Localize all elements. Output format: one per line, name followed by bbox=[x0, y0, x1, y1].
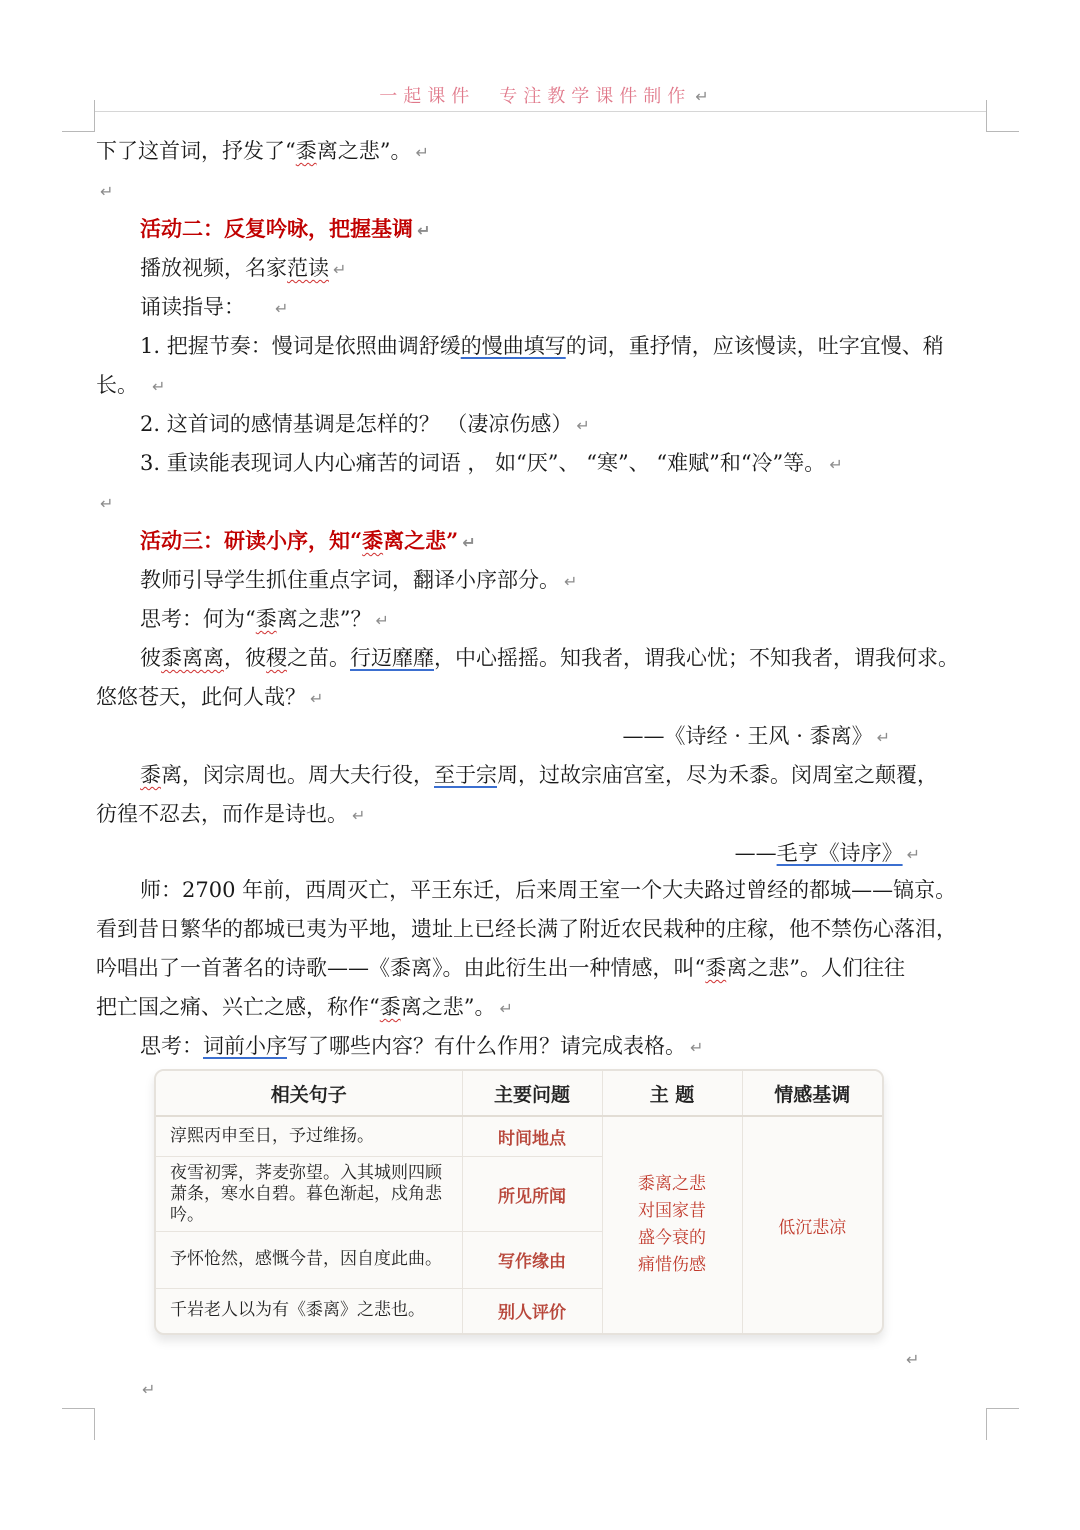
table-header-cell: 主 题 bbox=[602, 1071, 742, 1116]
crop-mark-bottom-left-v bbox=[94, 1408, 95, 1440]
crop-mark-bottom-right-v bbox=[986, 1408, 987, 1440]
think-1-line: 思考：何为“黍离之悲”？ ↵ bbox=[140, 607, 389, 631]
empty-line: ↵ bbox=[100, 182, 114, 201]
crop-mark-bottom-left-h bbox=[62, 1408, 95, 1409]
para-line-1: 下了这首词，抒发了“黍离之悲”。 ↵ bbox=[96, 139, 429, 163]
teacher-para-line-1: 师：2700 年前，西周灭亡，平王东迁，后来周王室一个大夫路过曾经的都城——镐京。 bbox=[140, 878, 957, 902]
theme-text: 黍离之悲对国家昔盛今衰的痛惜伤感 bbox=[638, 1174, 706, 1275]
empty-line: ↵ bbox=[100, 494, 114, 513]
preface-analysis-table bbox=[154, 1069, 884, 1335]
table-header-row bbox=[156, 1071, 882, 1116]
sentence-cell: 夜雪初霁，荠麦弥望。入其城则四顾萧条，寒水自碧。暮色渐起，戍角悲吟。 bbox=[156, 1157, 462, 1232]
think-2-line: 思考：词前小序写了哪些内容？有什么作用？请完成表格。 ↵ bbox=[140, 1034, 704, 1058]
point-1-line-2: 长。 ↵ bbox=[96, 373, 166, 397]
reading-guide-label: 诵读指导： ↵ bbox=[140, 295, 289, 319]
table-row bbox=[156, 1116, 882, 1157]
teacher-para-line-4: 把亡国之痛、兴亡之感，称作“黍离之悲”。 ↵ bbox=[96, 995, 513, 1019]
poem-line-1: 彼黍离离，彼稷之苗。行迈靡靡，中心摇摇。知我者，谓我心忧；不知我者，谓我何求。 bbox=[140, 646, 959, 670]
header-rule bbox=[95, 111, 986, 112]
issue-cell: 所见所闻 bbox=[462, 1157, 602, 1232]
point-1-line-1: 1. 把握节奏：慢词是依照曲调舒缓的慢曲填写的词，重抒情，应该慢读，吐字宜慢、稍 bbox=[140, 334, 944, 358]
issue-cell: 写作缘由 bbox=[462, 1232, 602, 1289]
sentence-cell: 千岩老人以为有《黍离》之悲也。 bbox=[156, 1288, 462, 1333]
crop-mark-bottom-right-h bbox=[986, 1408, 1019, 1409]
empty-line: ↵ bbox=[906, 1350, 920, 1369]
point-3-line: 3. 重读能表现词人内心痛苦的词语 ， 如“厌”、 “寒”、 “难赋”和“冷”等。 ↵ bbox=[140, 451, 843, 475]
issue-cell: 别人评价 bbox=[462, 1288, 602, 1333]
table-header-cell: 情感基调 bbox=[742, 1071, 882, 1116]
header-text: 一起课件 专注教学课件制作 bbox=[379, 86, 692, 107]
table-header-cell: 主要问题 bbox=[462, 1071, 602, 1116]
activity-3-title: 活动三：研读小序，知“黍离之悲” ↵ bbox=[140, 528, 476, 553]
crop-mark-top-right-h bbox=[986, 131, 1019, 132]
empty-line: ↵ bbox=[142, 1380, 156, 1399]
issue-cell: 时间地点 bbox=[462, 1116, 602, 1157]
poem-source: ——《诗经 · 王风 · 黍离》 ↵ bbox=[622, 724, 890, 748]
teacher-guide-line: 教师引导学生抓住重点字词，翻译小序部分。 ↵ bbox=[140, 568, 578, 592]
tone-cell: 低沉悲凉 bbox=[742, 1116, 882, 1333]
sentence-cell: 予怀怆然，感慨今昔，因自度此曲。 bbox=[156, 1232, 462, 1289]
theme-cell bbox=[602, 1116, 742, 1333]
preface-line-1: 黍离，闵宗周也。周大夫行役，至于宗周，过故宗庙宫室，尽为禾黍。闵周室之颠覆， bbox=[140, 763, 938, 787]
teacher-para-line-3: 吟唱出了一首著名的诗歌——《黍离》。由此衍生出一种情感，叫“黍离之悲”。人们往往 bbox=[96, 956, 905, 980]
page-header: 一起课件 专注教学课件制作 ↵ bbox=[379, 86, 715, 107]
poem-line-2: 悠悠苍天，此何人哉？ ↵ bbox=[96, 685, 324, 709]
preface-line-2: 彷徨不忍去，而作是诗也。 ↵ bbox=[96, 802, 366, 826]
table-header-cell: 相关句子 bbox=[156, 1071, 462, 1116]
activity-2-title: 活动二：反复吟咏，把握基调 ↵ bbox=[140, 216, 431, 241]
preface-source: ——毛亨《诗序》 ↵ bbox=[734, 841, 920, 865]
point-2-line: 2. 这首词的感情基调是怎样的？ （凄凉伤感） ↵ bbox=[140, 412, 590, 436]
teacher-para-line-2: 看到昔日繁华的都城已夷为平地，遗址上已经长满了附近农民栽种的庄稼，他不禁伤心落泪， bbox=[96, 917, 957, 941]
play-video-line: 播放视频，名家范读 ↵ bbox=[140, 256, 347, 280]
crop-mark-top-left-h bbox=[62, 131, 95, 132]
sentence-cell: 淳熙丙申至日，予过维扬。 bbox=[156, 1116, 462, 1157]
